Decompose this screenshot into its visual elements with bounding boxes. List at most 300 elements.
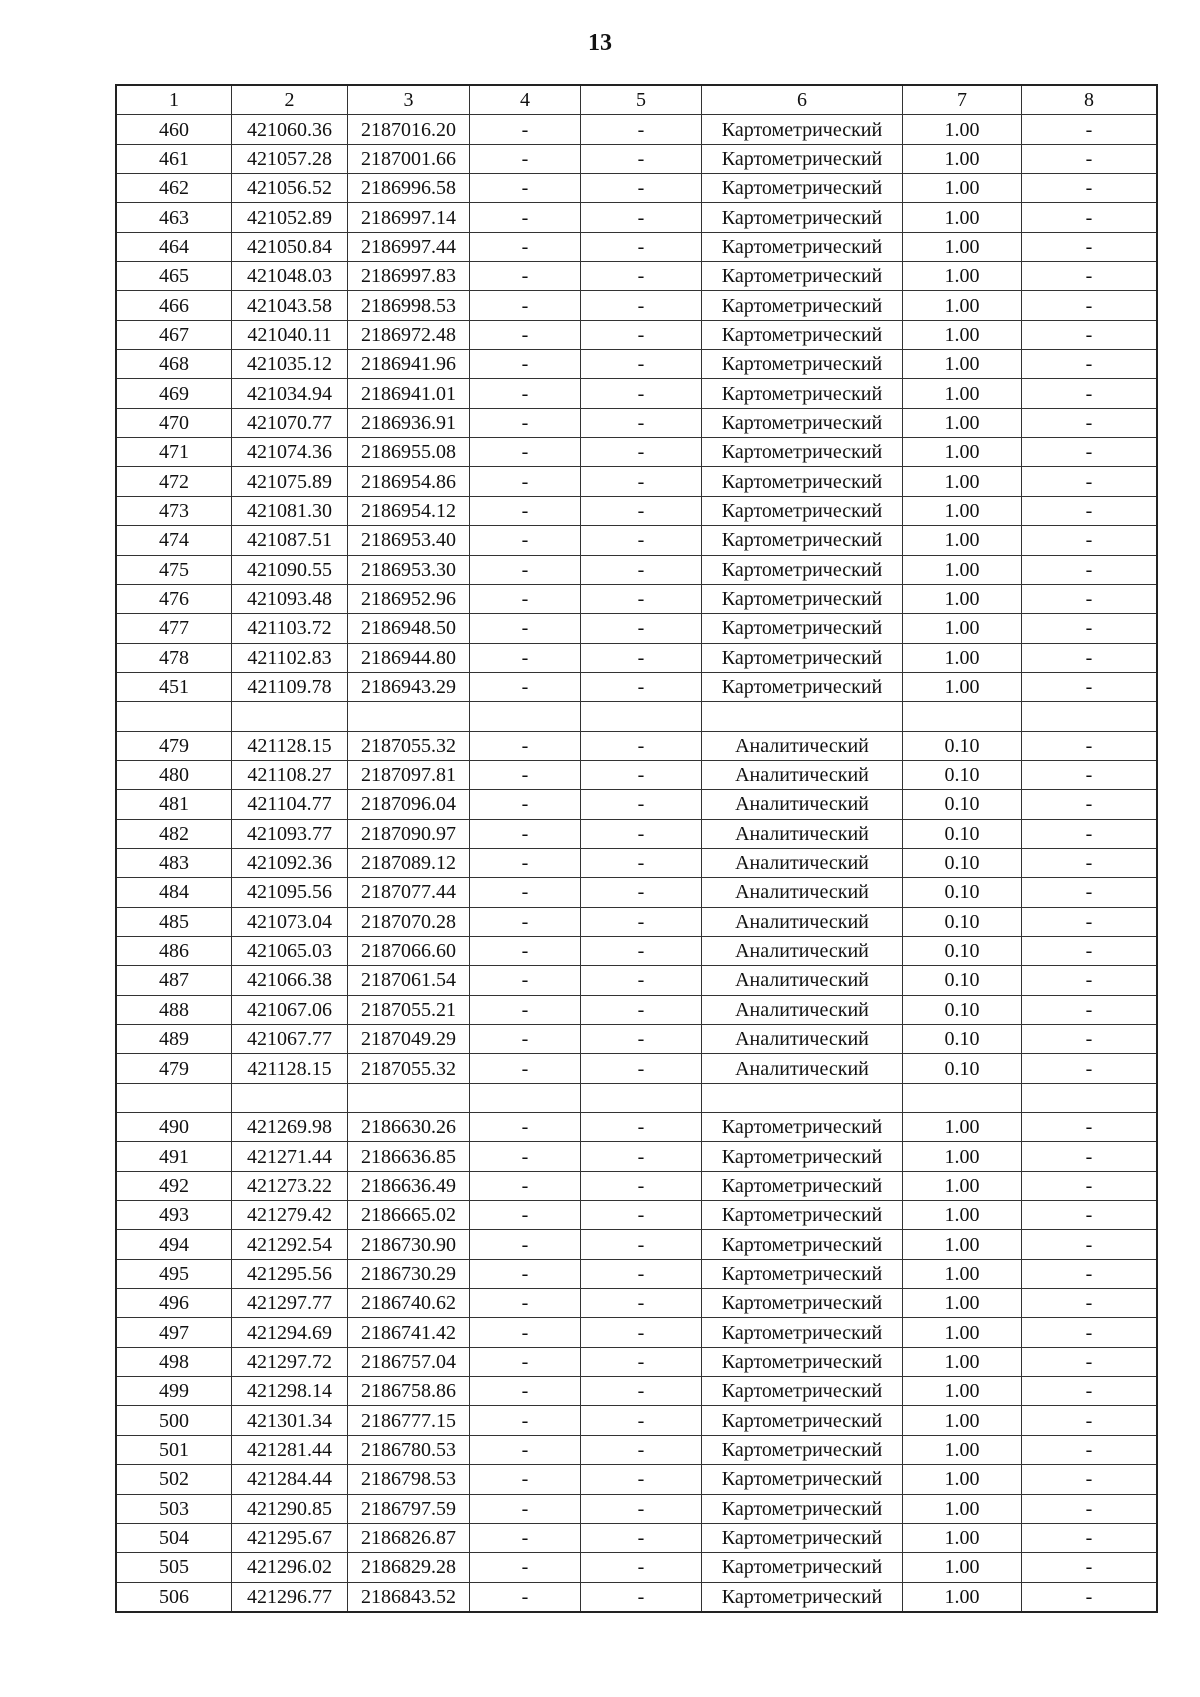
table-cell-col-4: - (470, 790, 581, 819)
table-cell-col-6: Аналитический (702, 878, 903, 907)
table-cell-col-6: Картометрический (702, 1465, 903, 1494)
table-cell-col-5: - (581, 819, 702, 848)
table-cell-col-1: 493 (116, 1201, 232, 1230)
table-cell-col-1: 466 (116, 291, 232, 320)
table-row (116, 878, 1157, 907)
table-cell-col-4: - (470, 1142, 581, 1171)
table-cell-col-6: Аналитический (702, 848, 903, 877)
table-row (116, 526, 1157, 555)
table-cell-col-3: 2186730.90 (348, 1230, 470, 1259)
table-cell-col-5: - (581, 1318, 702, 1347)
page-number: 13 (588, 30, 612, 56)
table-cell-col-7: 1.00 (903, 526, 1022, 555)
table-cell-col-7: 0.10 (903, 1054, 1022, 1083)
table-cell-col-1: 474 (116, 526, 232, 555)
table-cell-col-4: - (470, 1230, 581, 1259)
table-cell-col-1: 494 (116, 1230, 232, 1259)
table-cell-col-3: 2187061.54 (348, 966, 470, 995)
table-cell-col-1: 465 (116, 262, 232, 291)
table-cell-col-6: Аналитический (702, 819, 903, 848)
table-cell-col-2: 421034.94 (232, 379, 348, 408)
table-cell-col-2: 421093.48 (232, 584, 348, 613)
table-cell-col-6: Картометрический (702, 555, 903, 584)
table-cell-col-7: 1.00 (903, 1523, 1022, 1552)
table-cell-col-7: 1.00 (903, 584, 1022, 613)
table-cell-col-8: - (1022, 1230, 1158, 1259)
column-header-1: 1 (116, 85, 232, 115)
table-cell-col-2: 421295.67 (232, 1523, 348, 1552)
table-cell-col-6: Картометрический (702, 203, 903, 232)
table-cell-col-6: Аналитический (702, 995, 903, 1024)
table-cell-col-4: - (470, 555, 581, 584)
table-cell-col-4: - (470, 262, 581, 291)
table-cell-col-4: - (470, 995, 581, 1024)
table-cell-col-6: Аналитический (702, 731, 903, 760)
table-cell-col-2: 421102.83 (232, 643, 348, 672)
table-cell-col-5: - (581, 584, 702, 613)
column-header-2: 2 (232, 85, 348, 115)
table-cell-col-8: - (1022, 144, 1158, 173)
table-cell-col-5: - (581, 995, 702, 1024)
table-cell-col-2: 421297.77 (232, 1289, 348, 1318)
table-cell-col-3 (348, 1083, 470, 1112)
table-cell-col-4: - (470, 760, 581, 789)
table-cell-col-7: 0.10 (903, 878, 1022, 907)
table-cell-col-5: - (581, 438, 702, 467)
table-cell-col-6: Картометрический (702, 1201, 903, 1230)
table-cell-col-8: - (1022, 1435, 1158, 1464)
table-cell-col-8: - (1022, 1553, 1158, 1582)
table-cell-col-3: 2187001.66 (348, 144, 470, 173)
table-row (116, 262, 1157, 291)
table-cell-col-5: - (581, 790, 702, 819)
table-cell-col-1: 462 (116, 174, 232, 203)
table-cell-col-8: - (1022, 614, 1158, 643)
table-cell-col-2: 421108.27 (232, 760, 348, 789)
table-row (116, 379, 1157, 408)
table-row (116, 790, 1157, 819)
table-cell-col-2: 421060.36 (232, 115, 348, 144)
table-cell-col-2: 421087.51 (232, 526, 348, 555)
table-cell-col-7: 0.10 (903, 1025, 1022, 1054)
table-row (116, 555, 1157, 584)
table-cell-col-2: 421298.14 (232, 1377, 348, 1406)
table-cell-col-1: 492 (116, 1171, 232, 1200)
table-cell-col-1: 468 (116, 350, 232, 379)
table-cell-col-6: Картометрический (702, 291, 903, 320)
table-cell-col-5: - (581, 760, 702, 789)
table-cell-col-6: Картометрический (702, 262, 903, 291)
table-cell-col-3: 2187055.32 (348, 1054, 470, 1083)
table-cell-col-8: - (1022, 1406, 1158, 1435)
table-cell-col-4: - (470, 526, 581, 555)
table-cell-col-4: - (470, 1318, 581, 1347)
table-cell-col-4 (470, 702, 581, 731)
table-cell-col-7: 1.00 (903, 1289, 1022, 1318)
table-cell-col-6: Картометрический (702, 379, 903, 408)
table-cell-col-5: - (581, 936, 702, 965)
table-row (116, 819, 1157, 848)
table-cell-col-2: 421292.54 (232, 1230, 348, 1259)
table-cell-col-6: Картометрический (702, 1113, 903, 1142)
table-cell-col-5: - (581, 1171, 702, 1200)
table-cell-col-4: - (470, 907, 581, 936)
table-cell-col-1: 480 (116, 760, 232, 789)
column-header-4: 4 (470, 85, 581, 115)
table-row (116, 1201, 1157, 1230)
table-body (116, 115, 1157, 1612)
table-row (116, 1230, 1157, 1259)
table-row (116, 115, 1157, 144)
table-row (116, 1142, 1157, 1171)
separator-row (116, 1083, 1157, 1112)
table-cell-col-6: Картометрический (702, 1230, 903, 1259)
table-cell-col-3: 2186953.40 (348, 526, 470, 555)
table-cell-col-4: - (470, 320, 581, 349)
table-cell-col-7: 1.00 (903, 1230, 1022, 1259)
table-cell-col-4: - (470, 496, 581, 525)
table-cell-col-1: 460 (116, 115, 232, 144)
table-row (116, 907, 1157, 936)
table-cell-col-6: Картометрический (702, 144, 903, 173)
table-cell-col-4: - (470, 1435, 581, 1464)
table-cell-col-2: 421128.15 (232, 731, 348, 760)
table-cell-col-7: 0.10 (903, 907, 1022, 936)
table-cell-col-8: - (1022, 232, 1158, 261)
table-cell-col-8: - (1022, 1523, 1158, 1552)
table-cell-col-7: 0.10 (903, 731, 1022, 760)
table-cell-col-5: - (581, 848, 702, 877)
table-cell-col-5: - (581, 1523, 702, 1552)
table-cell-col-2: 421050.84 (232, 232, 348, 261)
coordinates-table (115, 84, 1158, 1613)
table-cell-col-3: 2186741.42 (348, 1318, 470, 1347)
table-row (116, 995, 1157, 1024)
table-cell-col-4: - (470, 203, 581, 232)
table-cell-col-7: 1.00 (903, 291, 1022, 320)
table-cell-col-3: 2186636.49 (348, 1171, 470, 1200)
table-cell-col-1: 470 (116, 408, 232, 437)
table-cell-col-8: - (1022, 438, 1158, 467)
table-cell-col-7: 0.10 (903, 848, 1022, 877)
table-cell-col-1: 472 (116, 467, 232, 496)
table-cell-col-1: 491 (116, 1142, 232, 1171)
table-cell-col-3: 2186797.59 (348, 1494, 470, 1523)
table-cell-col-6: Картометрический (702, 614, 903, 643)
table-cell-col-3: 2187089.12 (348, 848, 470, 877)
table-cell-col-1: 467 (116, 320, 232, 349)
table-cell-col-3: 2187070.28 (348, 907, 470, 936)
table-cell-col-6: Аналитический (702, 1025, 903, 1054)
table-row (116, 614, 1157, 643)
table-cell-col-2: 421074.36 (232, 438, 348, 467)
table-cell-col-6: Картометрический (702, 643, 903, 672)
table-cell-col-4: - (470, 614, 581, 643)
table-cell-col-3: 2186954.86 (348, 467, 470, 496)
table-cell-col-2: 421290.85 (232, 1494, 348, 1523)
table-row (116, 848, 1157, 877)
table-cell-col-3: 2187097.81 (348, 760, 470, 789)
table-cell-col-5: - (581, 1113, 702, 1142)
table-cell-col-7: 0.10 (903, 936, 1022, 965)
table-cell-col-6: Картометрический (702, 1259, 903, 1288)
table-cell-col-3: 2186997.83 (348, 262, 470, 291)
table-cell-col-2: 421067.77 (232, 1025, 348, 1054)
table-cell-col-3: 2186941.01 (348, 379, 470, 408)
table-cell-col-1: 486 (116, 936, 232, 965)
table-cell-col-2: 421092.36 (232, 848, 348, 877)
table-cell-col-8: - (1022, 878, 1158, 907)
table-cell-col-4: - (470, 643, 581, 672)
table-cell-col-8: - (1022, 379, 1158, 408)
table-cell-col-7: 1.00 (903, 203, 1022, 232)
table-cell-col-5: - (581, 262, 702, 291)
table-cell-col-3: 2186630.26 (348, 1113, 470, 1142)
table-cell-col-6: Аналитический (702, 790, 903, 819)
table-cell-col-4: - (470, 1201, 581, 1230)
table-cell-col-8: - (1022, 1113, 1158, 1142)
table-cell-col-4: - (470, 232, 581, 261)
table-cell-col-3: 2186829.28 (348, 1553, 470, 1582)
table-cell-col-7: 1.00 (903, 1113, 1022, 1142)
table-cell-col-4: - (470, 1054, 581, 1083)
table-cell-col-8: - (1022, 1289, 1158, 1318)
table-cell-col-6: Картометрический (702, 1347, 903, 1376)
table-cell-col-7: 1.00 (903, 1171, 1022, 1200)
table-cell-col-8: - (1022, 262, 1158, 291)
table-cell-col-5: - (581, 1230, 702, 1259)
table-cell-col-3: 2187077.44 (348, 878, 470, 907)
table-cell-col-4: - (470, 1523, 581, 1552)
table-cell-col-3: 2186757.04 (348, 1347, 470, 1376)
table-cell-col-3: 2186941.96 (348, 350, 470, 379)
table-cell-col-2: 421090.55 (232, 555, 348, 584)
table-cell-col-8: - (1022, 174, 1158, 203)
table-cell-col-2: 421040.11 (232, 320, 348, 349)
table-cell-col-5: - (581, 1465, 702, 1494)
table-cell-col-4: - (470, 966, 581, 995)
table-cell-col-2: 421109.78 (232, 672, 348, 701)
table-cell-col-7: 1.00 (903, 672, 1022, 701)
table-cell-col-3: 2186758.86 (348, 1377, 470, 1406)
table-cell-col-1: 490 (116, 1113, 232, 1142)
table-cell-col-8: - (1022, 731, 1158, 760)
table-cell-col-8 (1022, 1083, 1158, 1112)
table-row (116, 672, 1157, 701)
table-cell-col-8: - (1022, 526, 1158, 555)
table-cell-col-5: - (581, 203, 702, 232)
table-cell-col-6: Картометрический (702, 174, 903, 203)
table-cell-col-7: 1.00 (903, 614, 1022, 643)
table-cell-col-1: 463 (116, 203, 232, 232)
table-cell-col-1: 481 (116, 790, 232, 819)
table-cell-col-8: - (1022, 408, 1158, 437)
table-cell-col-8: - (1022, 1494, 1158, 1523)
table-cell-col-1: 504 (116, 1523, 232, 1552)
table-cell-col-3: 2187096.04 (348, 790, 470, 819)
table-cell-col-3: 2186944.80 (348, 643, 470, 672)
table-cell-col-4: - (470, 936, 581, 965)
table-row (116, 1025, 1157, 1054)
table-row (116, 966, 1157, 995)
table-cell-col-7: 1.00 (903, 1406, 1022, 1435)
table-row (116, 1494, 1157, 1523)
table-cell-col-3: 2186997.44 (348, 232, 470, 261)
table-cell-col-6 (702, 1083, 903, 1112)
table-cell-col-3: 2186954.12 (348, 496, 470, 525)
table-cell-col-3: 2186636.85 (348, 1142, 470, 1171)
table-row (116, 584, 1157, 613)
table-cell-col-7: 1.00 (903, 1435, 1022, 1464)
table-cell-col-5: - (581, 1289, 702, 1318)
table-cell-col-3: 2186952.96 (348, 584, 470, 613)
table-row (116, 438, 1157, 467)
table-cell-col-7: 1.00 (903, 467, 1022, 496)
table-cell-col-4: - (470, 1465, 581, 1494)
table-cell-col-8: - (1022, 496, 1158, 525)
table-cell-col-1: 469 (116, 379, 232, 408)
table-cell-col-3: 2186826.87 (348, 1523, 470, 1552)
table-cell-col-5: - (581, 1347, 702, 1376)
table-cell-col-3: 2186740.62 (348, 1289, 470, 1318)
table-cell-col-7: 1.00 (903, 1377, 1022, 1406)
table-cell-col-6: Картометрический (702, 1142, 903, 1171)
table-cell-col-6: Картометрический (702, 115, 903, 144)
table-cell-col-6: Картометрический (702, 1553, 903, 1582)
table-cell-col-2: 421043.58 (232, 291, 348, 320)
table-cell-col-1: 505 (116, 1553, 232, 1582)
table-cell-col-1: 476 (116, 584, 232, 613)
table-cell-col-2: 421056.52 (232, 174, 348, 203)
table-cell-col-2: 421294.69 (232, 1318, 348, 1347)
table-cell-col-4: - (470, 1347, 581, 1376)
table-cell-col-6: Аналитический (702, 936, 903, 965)
table-cell-col-4: - (470, 350, 581, 379)
table-row (116, 408, 1157, 437)
table-row (116, 350, 1157, 379)
table-cell-col-3: 2187090.97 (348, 819, 470, 848)
table-cell-col-3 (348, 702, 470, 731)
table-cell-col-3: 2187049.29 (348, 1025, 470, 1054)
table-cell-col-4: - (470, 1406, 581, 1435)
table-cell-col-1: 485 (116, 907, 232, 936)
table-cell-col-5 (581, 1083, 702, 1112)
table-row (116, 1171, 1157, 1200)
table-cell-col-4: - (470, 438, 581, 467)
table-cell-col-6: Картометрический (702, 350, 903, 379)
table-cell-col-2: 421075.89 (232, 467, 348, 496)
table-cell-col-8: - (1022, 819, 1158, 848)
table-cell-col-1: 483 (116, 848, 232, 877)
table-row (116, 232, 1157, 261)
table-cell-col-4: - (470, 848, 581, 877)
column-header-5: 5 (581, 85, 702, 115)
table-cell-col-8: - (1022, 1318, 1158, 1347)
table-row (116, 731, 1157, 760)
table-cell-col-8: - (1022, 291, 1158, 320)
table-cell-col-4: - (470, 1171, 581, 1200)
table-cell-col-4: - (470, 1289, 581, 1318)
table-cell-col-5 (581, 702, 702, 731)
table-cell-col-5: - (581, 350, 702, 379)
table-cell-col-2: 421284.44 (232, 1465, 348, 1494)
table-cell-col-1: 497 (116, 1318, 232, 1347)
table-cell-col-2: 421271.44 (232, 1142, 348, 1171)
table-cell-col-6: Картометрический (702, 672, 903, 701)
table-cell-col-6: Аналитический (702, 907, 903, 936)
table-cell-col-8: - (1022, 1259, 1158, 1288)
table-row (116, 1259, 1157, 1288)
table-cell-col-6: Аналитический (702, 1054, 903, 1083)
table-cell-col-6: Картометрический (702, 526, 903, 555)
table-cell-col-4: - (470, 144, 581, 173)
table-row (116, 174, 1157, 203)
table-cell-col-1: 500 (116, 1406, 232, 1435)
table-cell-col-7: 1.00 (903, 262, 1022, 291)
header-row (116, 85, 1157, 115)
table-cell-col-1: 484 (116, 878, 232, 907)
table-row (116, 1318, 1157, 1347)
table-cell-col-7 (903, 1083, 1022, 1112)
table-cell-col-3: 2186730.29 (348, 1259, 470, 1288)
table-cell-col-7: 1.00 (903, 350, 1022, 379)
table-cell-col-4: - (470, 819, 581, 848)
table-cell-col-3: 2186997.14 (348, 203, 470, 232)
table-cell-col-2: 421066.38 (232, 966, 348, 995)
table-cell-col-1: 477 (116, 614, 232, 643)
table-row (116, 760, 1157, 789)
table-cell-col-5: - (581, 232, 702, 261)
table-cell-col-7: 1.00 (903, 144, 1022, 173)
table-cell-col-2: 421128.15 (232, 1054, 348, 1083)
table-cell-col-7: 1.00 (903, 1465, 1022, 1494)
table-cell-col-1: 496 (116, 1289, 232, 1318)
table-cell-col-5: - (581, 144, 702, 173)
table-cell-col-3: 2187066.60 (348, 936, 470, 965)
column-header-7: 7 (903, 85, 1022, 115)
table-row (116, 467, 1157, 496)
table-cell-col-4: - (470, 1582, 581, 1612)
table-cell-col-5: - (581, 1201, 702, 1230)
table-cell-col-8: - (1022, 966, 1158, 995)
table-cell-col-7: 1.00 (903, 1142, 1022, 1171)
table-cell-col-7: 0.10 (903, 995, 1022, 1024)
table-cell-col-8: - (1022, 1465, 1158, 1494)
table-cell-col-4: - (470, 291, 581, 320)
table-cell-col-4: - (470, 115, 581, 144)
table-cell-col-2: 421073.04 (232, 907, 348, 936)
table-cell-col-5: - (581, 555, 702, 584)
table-cell-col-5: - (581, 320, 702, 349)
table-cell-col-8: - (1022, 1377, 1158, 1406)
table-row (116, 320, 1157, 349)
table-cell-col-6: Картометрический (702, 1523, 903, 1552)
table-cell-col-5: - (581, 467, 702, 496)
table-cell-col-5: - (581, 672, 702, 701)
table-cell-col-8: - (1022, 1582, 1158, 1612)
table-cell-col-2: 421070.77 (232, 408, 348, 437)
table-cell-col-6: Картометрический (702, 1171, 903, 1200)
table-cell-col-6: Картометрический (702, 320, 903, 349)
table-cell-col-6: Картометрический (702, 1406, 903, 1435)
table-row (116, 1289, 1157, 1318)
table-cell-col-8: - (1022, 203, 1158, 232)
table-cell-col-5: - (581, 907, 702, 936)
table-cell-col-7: 1.00 (903, 1347, 1022, 1376)
table-cell-col-5: - (581, 379, 702, 408)
table-cell-col-8: - (1022, 1347, 1158, 1376)
table-cell-col-6 (702, 702, 903, 731)
